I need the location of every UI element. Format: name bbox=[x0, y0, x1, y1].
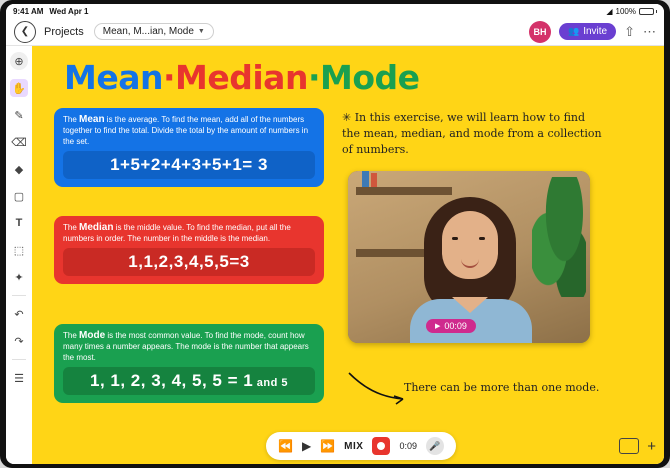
shapes-tool[interactable] bbox=[10, 187, 28, 205]
zoom-icon: ⊕ bbox=[14, 55, 24, 68]
plant-decoration bbox=[532, 177, 586, 297]
card-mean[interactable] bbox=[54, 108, 324, 187]
back-button[interactable] bbox=[14, 21, 36, 43]
wifi-icon: ◢ bbox=[606, 6, 613, 16]
rail-divider-2 bbox=[12, 359, 26, 360]
card-mode-text-before: The bbox=[63, 331, 80, 340]
card-mode-equation-suffix: and 5 bbox=[253, 377, 288, 389]
bottom-bar-right bbox=[619, 438, 656, 455]
status-bar bbox=[6, 4, 664, 18]
chevron-down-icon: ▼ bbox=[197, 28, 205, 35]
redo-icon: ↷ bbox=[14, 335, 24, 348]
mix-button[interactable]: MIX bbox=[344, 440, 364, 452]
card-median-term: Median bbox=[79, 222, 114, 233]
person-face bbox=[442, 211, 498, 279]
avatar[interactable]: BH bbox=[529, 21, 551, 43]
shelf-decoration-2 bbox=[356, 249, 434, 257]
card-mean-term: Mean bbox=[79, 114, 105, 125]
app-screen bbox=[6, 4, 664, 464]
status-time: 9:41 AM bbox=[13, 6, 44, 16]
pen-tool[interactable] bbox=[10, 106, 28, 124]
card-mean-text-before: The bbox=[63, 115, 80, 124]
card-median-text-after: is the middle value. To find the median, put all the numbers in order. The number in the middle is the median. bbox=[63, 223, 291, 243]
share-icon[interactable]: ⇧ bbox=[624, 23, 635, 39]
card-mode-text bbox=[63, 330, 315, 363]
undo-icon: ↶ bbox=[14, 308, 24, 321]
card-mode-term: Mode bbox=[79, 330, 106, 341]
status-date: Wed Apr 1 bbox=[49, 6, 89, 16]
card-median-text bbox=[63, 222, 315, 244]
app-toolbar bbox=[6, 18, 664, 46]
canvas-area[interactable] bbox=[32, 46, 664, 464]
card-mode[interactable] bbox=[54, 324, 324, 403]
record-icon bbox=[377, 442, 385, 450]
shapes-icon: ▢ bbox=[13, 190, 25, 203]
pen-icon: ✎ bbox=[14, 109, 24, 122]
skip-forward-icon[interactable]: ⏩ bbox=[320, 439, 336, 453]
record-button[interactable] bbox=[372, 437, 390, 455]
person-eye-left bbox=[452, 237, 458, 240]
person-eye-right bbox=[479, 237, 485, 240]
invite-label: Invite bbox=[583, 26, 608, 37]
text-tool[interactable] bbox=[10, 214, 28, 232]
magic-icon: ✦ bbox=[14, 271, 24, 284]
undo-tool[interactable] bbox=[10, 305, 28, 323]
rail-divider bbox=[12, 295, 26, 296]
document-name-label: Mean, M...ian, Mode bbox=[102, 26, 194, 37]
text-icon: T bbox=[15, 217, 23, 229]
play-icon: ▶ bbox=[435, 323, 441, 330]
fill-icon: ◆ bbox=[14, 163, 24, 176]
hand-tool[interactable] bbox=[10, 79, 28, 97]
title-part-mode: Mode bbox=[320, 58, 420, 97]
card-median-text-before: The bbox=[63, 223, 80, 232]
card-mean-equation: 1+5+2+4+3+5+1= 3 bbox=[63, 151, 315, 179]
skip-back-icon[interactable]: ⏪ bbox=[278, 439, 293, 453]
title-dot-2: · bbox=[307, 58, 320, 97]
mic-muted-icon[interactable]: 🎤 bbox=[426, 437, 444, 455]
video-timestamp: 00:09 bbox=[444, 321, 467, 331]
card-mode-text-after: is the most common value. To find the mode, count how many times a number appears. The mode is the number that appears the most. bbox=[63, 331, 309, 362]
recording-timer: 0:09 bbox=[399, 441, 417, 451]
book-decoration-2 bbox=[371, 173, 377, 187]
hand-icon: ✋ bbox=[12, 82, 26, 95]
title-dot-1: · bbox=[162, 58, 176, 97]
invite-button[interactable] bbox=[559, 23, 616, 40]
pages-icon[interactable] bbox=[619, 438, 639, 454]
shelf-decoration bbox=[356, 187, 452, 195]
book-decoration bbox=[362, 171, 369, 187]
card-mode-equation bbox=[63, 367, 315, 395]
card-mean-text-after: is the average. To find the mean, add all of the numbers together to find the total. Divide the total by the amount of numbers in the set. bbox=[63, 115, 309, 146]
chevron-left-icon: ❮ bbox=[20, 26, 30, 37]
plus-icon[interactable]: + bbox=[647, 437, 656, 455]
handwritten-note: ✳ In this exercise, we will learn how to find the mean, median, and mode from a collection of numbers. bbox=[342, 111, 602, 156]
bottom-bar bbox=[58, 428, 664, 464]
layers-tool[interactable] bbox=[10, 369, 28, 387]
select-tool[interactable] bbox=[10, 241, 28, 259]
arrow-annotation bbox=[347, 371, 409, 407]
video-embed[interactable] bbox=[348, 171, 590, 343]
projects-link[interactable]: Projects bbox=[44, 25, 84, 38]
people-icon: 👥 bbox=[567, 26, 580, 36]
eraser-icon: ⌫ bbox=[11, 136, 27, 149]
arrow-caption: There can be more than one mode. bbox=[404, 381, 600, 394]
video-timestamp-badge[interactable] bbox=[426, 319, 476, 333]
card-mode-equation-main: 1, 1, 2, 3, 4, 5, 5 = 1 bbox=[90, 371, 254, 390]
battery-icon bbox=[639, 8, 657, 15]
fill-tool[interactable] bbox=[10, 160, 28, 178]
layers-icon: ☰ bbox=[14, 372, 24, 385]
redo-tool[interactable] bbox=[10, 332, 28, 350]
card-median-equation: 1,1,2,3,4,5,5=3 bbox=[63, 248, 315, 276]
playback-controls bbox=[266, 432, 456, 460]
battery-percent: 100% bbox=[615, 6, 636, 16]
card-mean-text bbox=[63, 114, 315, 147]
title-part-median: Median bbox=[175, 58, 308, 97]
play-icon[interactable]: ▶ bbox=[301, 439, 312, 453]
eraser-tool[interactable] bbox=[10, 133, 28, 151]
card-median[interactable] bbox=[54, 216, 324, 284]
magic-tool[interactable] bbox=[10, 268, 28, 286]
select-icon: ⬚ bbox=[13, 244, 25, 257]
page-title bbox=[64, 58, 420, 97]
document-name-dropdown[interactable] bbox=[94, 23, 214, 40]
zoom-tool[interactable] bbox=[10, 52, 28, 70]
tool-rail bbox=[6, 46, 32, 464]
more-horizontal-icon[interactable]: ⋯ bbox=[643, 23, 656, 39]
title-part-mean: Mean bbox=[64, 58, 163, 97]
